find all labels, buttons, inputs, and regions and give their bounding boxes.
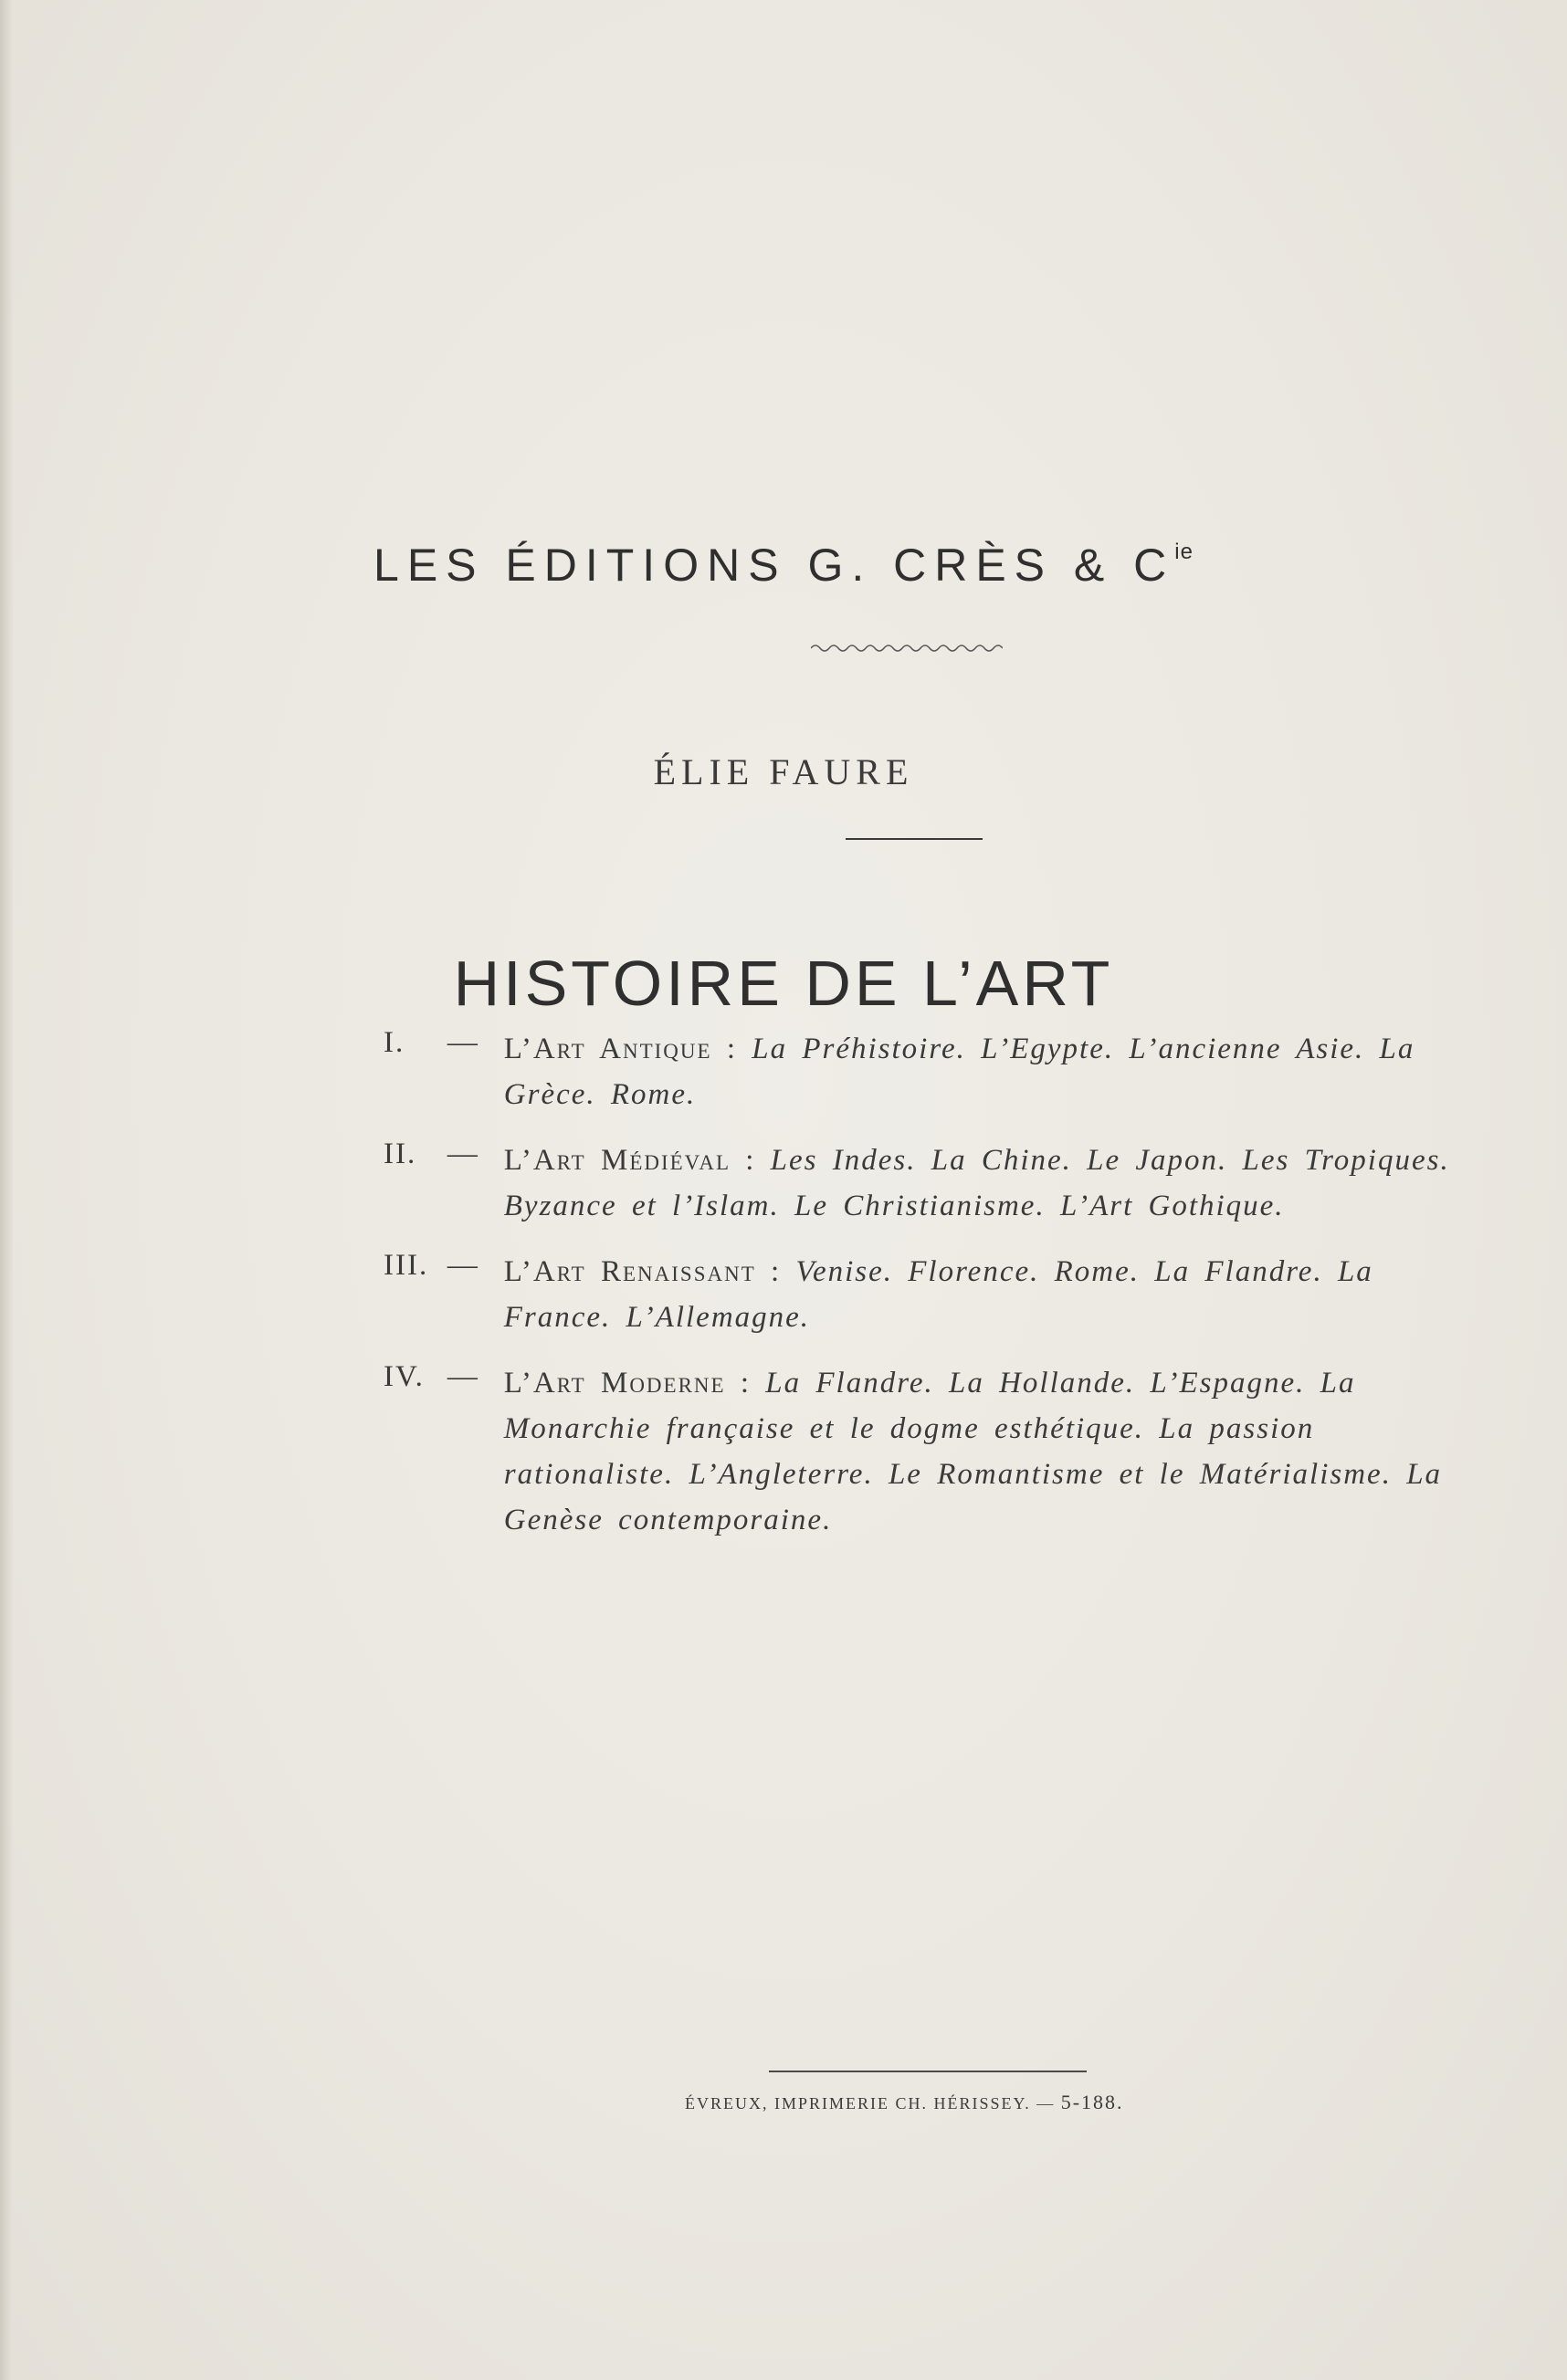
publisher-name: LES ÉDITIONS G. CRÈS & C (373, 540, 1175, 591)
volume-text (504, 1026, 1452, 1117)
imprint-code: 5-188. (1060, 2091, 1124, 2113)
publisher-suffix: ie (1174, 540, 1194, 565)
volume-number: I. (384, 1026, 405, 1059)
volume-entry (384, 1360, 1452, 1543)
volume-dash: — (447, 1138, 478, 1170)
volume-label: L’Art Renaissant : (503, 1255, 782, 1288)
volume-number: III. (384, 1249, 429, 1282)
volume-number: IV. (384, 1360, 425, 1393)
volume-description: La Préhistoire. L’Egypte. L’ancienne Asie. La Grèce. Rome. (503, 1033, 1415, 1111)
volume-entry (384, 1249, 1452, 1340)
imprint-text: ÉVREUX, IMPRIMERIE CH. HÉRISSEY. — (685, 2094, 1056, 2113)
volume-label: L’Art Médiéval : (503, 1144, 756, 1177)
volume-text (504, 1360, 1452, 1543)
printer-imprint (685, 2091, 1196, 2114)
volume-dash: — (447, 1360, 478, 1393)
volume-label: L’Art Moderne : (503, 1367, 752, 1400)
imprint-rule (769, 2071, 1087, 2072)
wavy-ornament (811, 641, 1003, 655)
page-gutter (0, 0, 13, 2380)
volume-description: Les Indes. La Chine. Le Japon. Les Tropiques. Byzance et l’Islam. Le Christianisme. L’Art Gothique. (503, 1144, 1450, 1222)
publisher-heading (0, 539, 1567, 592)
book-title: HISTOIRE DE L’ART (453, 947, 1114, 1019)
volume-list (384, 1026, 1452, 1563)
volume-description: La Flandre. La Hollande. L’Espagne. La Monarchie française et le dogme esthétique. La passion rationaliste. L’Angleterre. Le Romantisme et le Matérialisme. La Genèse contemporaine. (503, 1367, 1443, 1536)
author-name: ÉLIE FAURE (653, 751, 914, 792)
volume-label: L’Art Antique : (503, 1033, 737, 1065)
volume-entry (384, 1026, 1452, 1117)
author-rule (846, 838, 983, 840)
volume-entry (384, 1138, 1452, 1229)
volume-dash: — (447, 1026, 478, 1059)
volume-text (504, 1138, 1452, 1229)
volume-dash: — (447, 1249, 478, 1282)
volume-text (504, 1249, 1452, 1340)
volume-number: II. (384, 1138, 417, 1170)
volume-description: Venise. Florence. Rome. La Flandre. La France. L’Allemagne. (503, 1255, 1373, 1334)
